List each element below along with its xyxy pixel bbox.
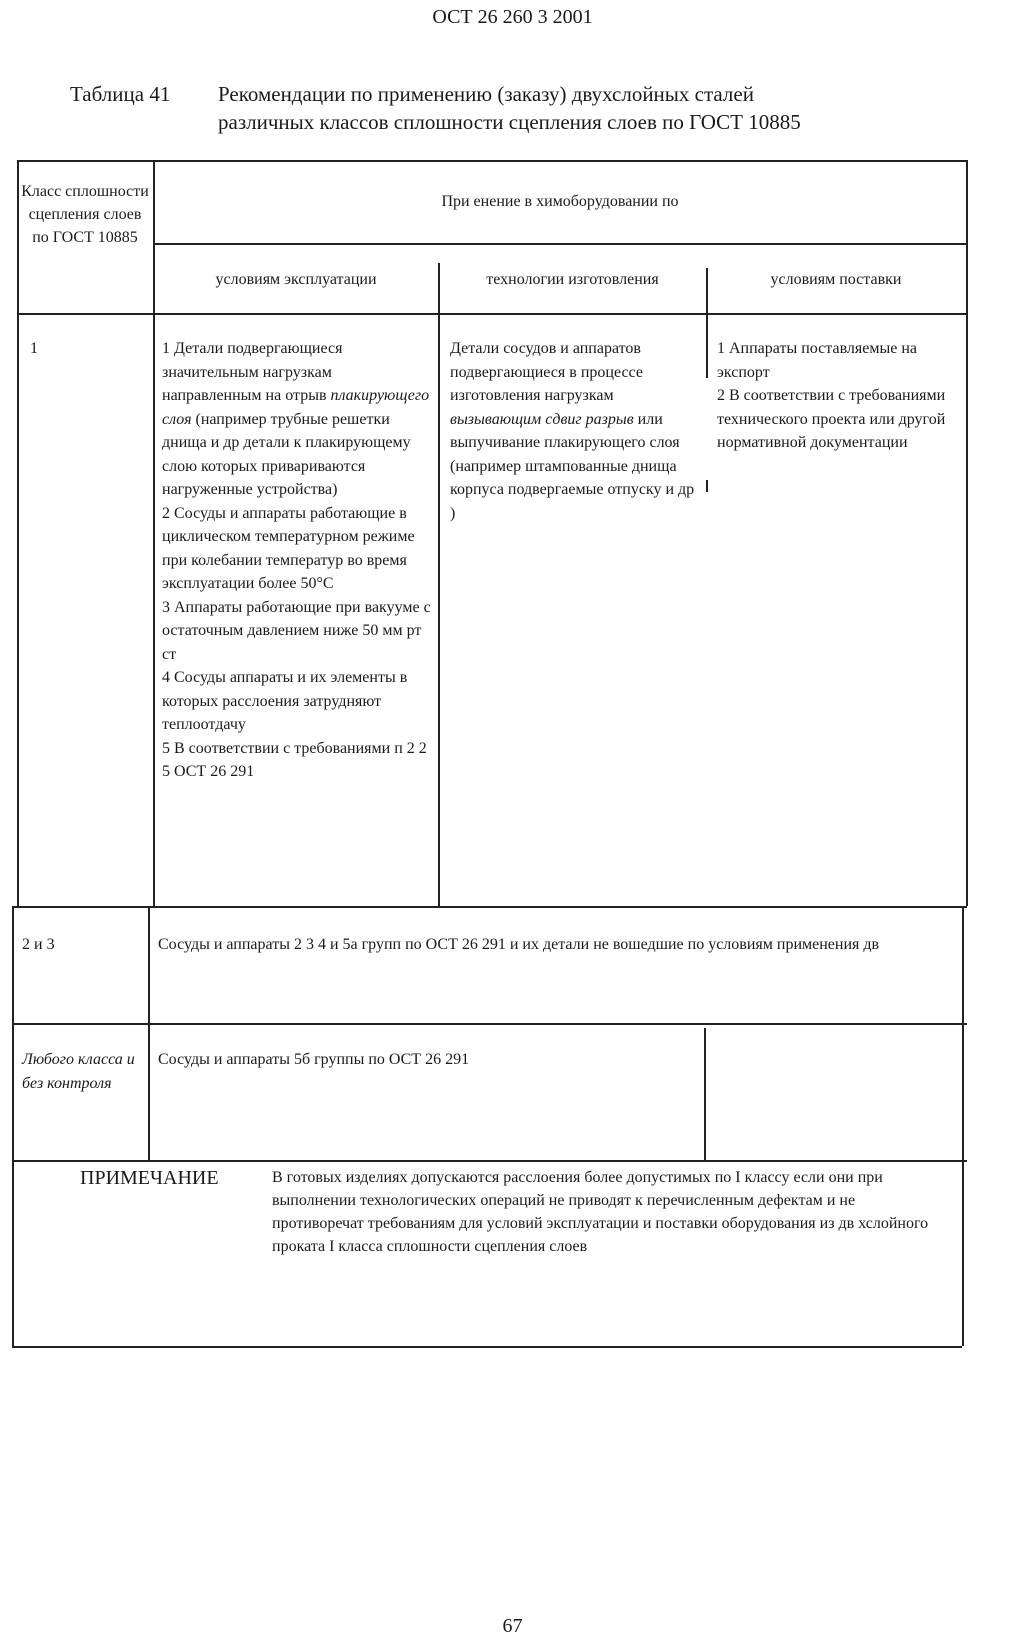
row2-application: Сосуды и аппараты 2 3 4 и 5а групп по ОСТ 26 291 и их детали не вошедшие по условиям применения дв — [158, 936, 880, 953]
row1-operation-intro: 1 Детали подвергающиеся значительным нагрузкам направленным на отрыв — [162, 340, 343, 404]
page-number: 67 — [502, 1615, 523, 1637]
header-manufacturing-technology: технологии изготовления — [486, 271, 659, 288]
row1-operation-conditions — [162, 337, 432, 784]
row2-class: 2 и 3 — [22, 936, 55, 953]
row3-class: Любого класса и без контроля — [22, 1051, 135, 1092]
note-label: ПРИМЕЧАНИЕ — [80, 1167, 219, 1189]
row3-application: Сосуды и аппараты 5б группы по ОСТ 26 291 — [158, 1051, 470, 1068]
table-caption-line1: Рекомендации по применению (заказу) двухслойных сталей — [218, 82, 754, 106]
header-operation-conditions: условиям эксплуатации — [215, 271, 377, 288]
row1-technology-part2: или выпучивание плакирующего слоя (например штампованные днища корпуса подвергаемые отпуску и др ) — [450, 410, 695, 522]
document-header: ОСТ 26 260 3 2001 — [432, 6, 593, 28]
row1-technology-italic: вызывающим сдвиг разрыв — [450, 410, 634, 428]
row1-technology-part1: Детали сосудов и аппаратов подвергающиеся в процессе изготовления нагрузкам — [450, 340, 643, 404]
row1-operation-rest: (например трубные решетки днища и др детали к плакирующему слою которых привариваются нагруженные устройства) 2 Сосуды и аппараты работающие в циклическом температурном режиме при колебании температур во время эксплуатации более 50°С 3 Аппараты работающие при вакууме с остаточным давлением ниже 50 мм рт ст 4 Сосуды аппараты и их элементы в которых расслоения затрудняют теплоотдачу 5 В соответствии с требованиями п 2 2 5 ОСТ 26 291 — [162, 410, 431, 780]
note-text: В готовых изделиях допускаются расслоения более допустимых по I классу если они при выполнении технологических операций не приводят к перечисленным дефектам и не противоречат требованиям для условий эксплуатации и поставки оборудования из дв хслойного проката I класса сплошности сцепления слоев — [272, 1169, 929, 1255]
header-application: При енение в химоборудовании по — [441, 193, 679, 210]
row1-class: 1 — [30, 340, 38, 357]
table-caption-line2: различных классов сплошности сцепления слоев по ГОСТ 10885 — [218, 110, 801, 134]
row1-manufacturing-technology — [450, 337, 702, 525]
row1-operation-italic: плакирующего слоя — [162, 387, 430, 428]
row1-delivery-conditions: 1 Аппараты поставляемые на экспорт 2 В соответствии с требованиями технического проекта или другой нормативной документации — [717, 340, 946, 451]
table-caption-label: Таблица 41 — [70, 82, 171, 106]
header-delivery-conditions: условиям поставки — [770, 271, 902, 288]
header-class: Класс сплошности сцепления слоев по ГОСТ 10885 — [21, 183, 149, 246]
